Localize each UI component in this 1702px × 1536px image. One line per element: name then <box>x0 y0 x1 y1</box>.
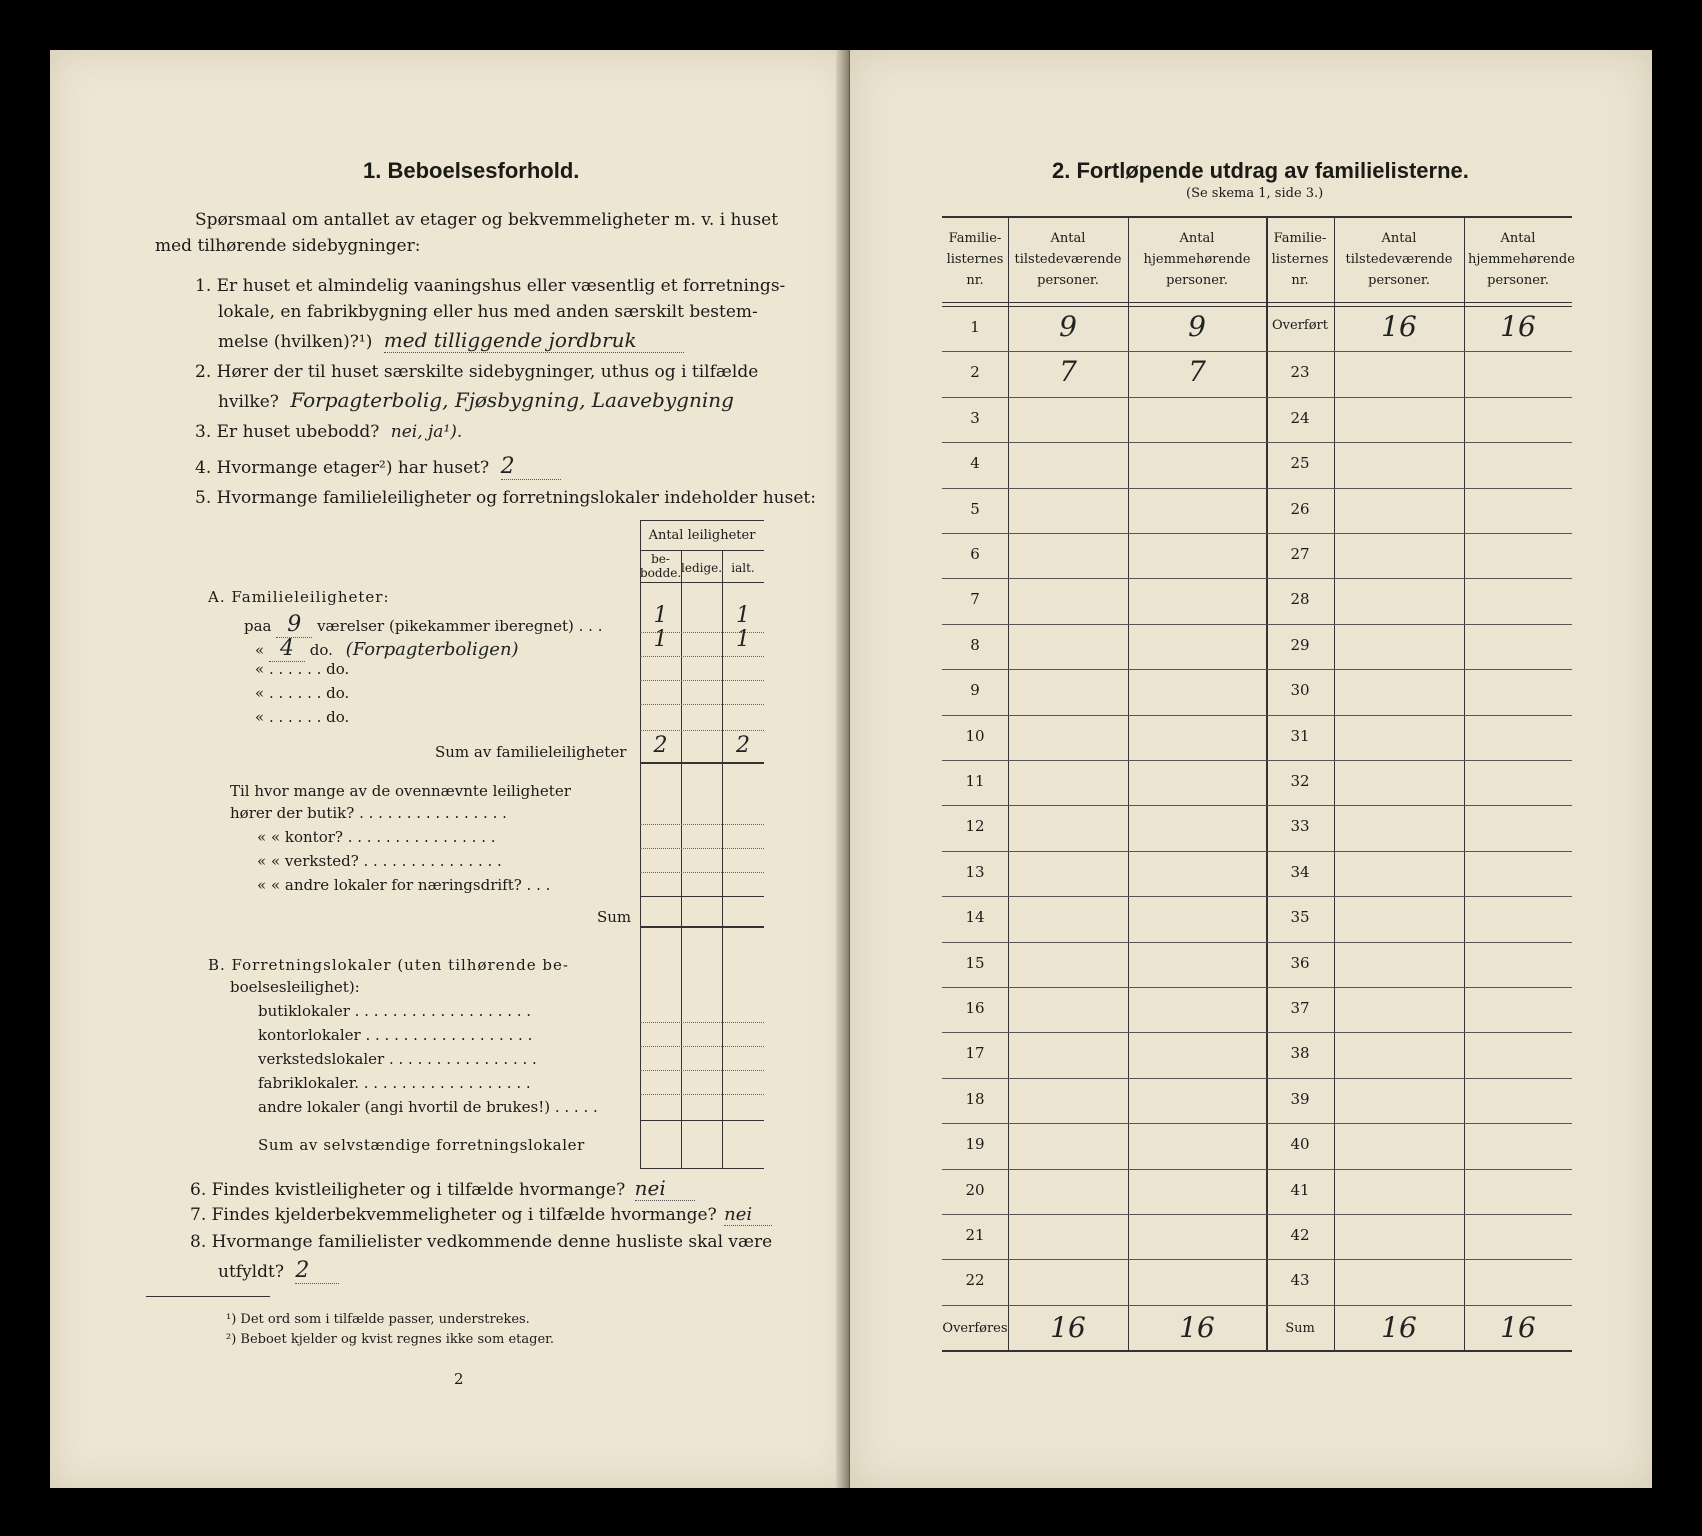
row-a1 <box>244 612 602 638</box>
q2-line-2 <box>218 388 734 412</box>
sum-label: Sum <box>597 908 632 926</box>
row-a5-rule <box>640 730 764 731</box>
left-row-number: 2 <box>970 363 980 382</box>
left-row-number: 4 <box>970 454 980 473</box>
intro-line-1: Spørsmaal om antallet av etager og bekvemmeligheter m. v. i huset <box>195 210 779 230</box>
header-col4: Familie-listernes nr. <box>1271 231 1329 288</box>
left-row-number: 6 <box>970 545 980 563</box>
row-rule <box>942 1259 1572 1260</box>
q5: 5. Hvormange familieleiligheter og forretningslokaler indeholder huset: <box>195 488 816 508</box>
left-row-number: 20 <box>965 1180 985 1199</box>
row-rule <box>942 1214 1572 1215</box>
b-fabriklokaler: fabriklokaler. . . . . . . . . . . . . . . . . . . <box>258 1074 531 1092</box>
row2-tilstede-value: 7 <box>1059 355 1077 389</box>
overfort-tilstede-value: 16 <box>1381 310 1417 343</box>
q7-text: 7. Findes kjelderbekvemmeligheter og i tilfælde hvormange? <box>190 1205 717 1225</box>
left-row-number: 18 <box>965 1089 985 1108</box>
row-a2-note: (Forpagterboligen) <box>345 639 519 660</box>
andre-row: « « andre lokaler for næringsdrift? . . . <box>257 876 551 894</box>
b4-rule <box>640 1094 764 1095</box>
kontor-rule <box>640 848 764 849</box>
b2-rule <box>640 1046 764 1047</box>
footnote-2: ²) Beboet kjelder og kvist regnes ikke som etager. <box>226 1332 555 1347</box>
section-b-line-2: boelsesleilighet): <box>230 978 360 996</box>
right-row-number: 28 <box>1290 590 1310 609</box>
footer-right-tilstede-value: 16 <box>1381 1310 1417 1344</box>
b1-rule <box>640 1022 764 1023</box>
butik-question-1: Til hvor mange av de ovennævnte leiligheter <box>230 782 571 800</box>
b3-rule <box>640 1070 764 1071</box>
right-row-number: 42 <box>1290 1226 1310 1244</box>
col-ialt: ialt. <box>731 561 755 575</box>
row-a2-ialt: 1 <box>736 627 750 652</box>
table-col-line-2 <box>681 550 682 1168</box>
row-a1-text: værelser (pikekammer iberegnet) . . . <box>317 617 603 635</box>
row-rule <box>942 1305 1572 1306</box>
header-col2: Antal tilstedeværende personer. <box>1014 231 1122 288</box>
left-row-number: 17 <box>965 1044 985 1063</box>
left-row-number: 16 <box>965 999 985 1017</box>
table-header-rule <box>942 302 1572 303</box>
row-a5: « . . . . . . do. <box>255 708 350 726</box>
q1-line-3-text: melse (hvilken)?¹) <box>218 332 373 352</box>
row1-hjemme-value: 9 <box>1188 310 1206 343</box>
table-header-rule <box>640 550 764 551</box>
section-b-line-1: B. Forretningslokaler (uten tilhørende be- <box>208 956 569 974</box>
left-row-number: 12 <box>965 817 985 836</box>
header-col5: Antal tilstedeværende personer. <box>1345 231 1453 288</box>
section-1-heading: 1. Beboelsesforhold. <box>363 158 580 183</box>
q4 <box>195 454 561 480</box>
row-a2-rule <box>640 656 764 657</box>
table-bottom-rule <box>942 1350 1572 1352</box>
table-top-rule <box>942 216 1572 218</box>
section-2-heading: 2. Fortløpende utdrag av familielisterne. <box>1052 158 1469 183</box>
b-verkstedslokaler: verkstedslokaler . . . . . . . . . . . . . . . . <box>258 1050 537 1068</box>
row-rule <box>942 488 1572 489</box>
row-rule <box>942 1078 1572 1079</box>
row-rule <box>942 896 1572 897</box>
b5-rule <box>640 1120 764 1121</box>
q6 <box>190 1176 695 1201</box>
row-rule <box>942 1032 1572 1033</box>
row-a1-bebodde: 1 <box>653 603 668 628</box>
row-rule <box>942 624 1572 625</box>
table-header: Antal leiligheter <box>648 528 756 543</box>
right-row-number: 29 <box>1290 635 1310 654</box>
right-row-number: 35 <box>1290 908 1310 927</box>
q4-text: 4. Hvormange etager²) har huset? <box>195 458 490 478</box>
row-a4-rule <box>640 704 764 705</box>
q3-text: 3. Er huset ubebodd? <box>195 422 380 442</box>
right-row-number: 34 <box>1290 862 1310 881</box>
right-row-number: 26 <box>1290 499 1310 518</box>
right-row-number: 36 <box>1290 953 1310 972</box>
q4-answer: 2 <box>501 454 561 480</box>
sum-a-bebodde: 2 <box>653 733 668 758</box>
table-col-line-5 <box>1464 216 1465 1350</box>
andre-rule <box>640 896 764 897</box>
row1-tilstede-value: 9 <box>1059 310 1077 343</box>
sum-b-label: Sum av selvstændige forretningslokaler <box>258 1136 585 1154</box>
q8-text: utfyldt? <box>218 1262 284 1282</box>
sum-a-label: Sum av familieleiligheter <box>435 743 627 761</box>
row-a2-num: 4 <box>269 636 305 662</box>
left-row-number: 22 <box>965 1271 985 1290</box>
q1-line-1: 1. Er huset et almindelig vaaningshus eller væsentlig et forretnings- <box>195 276 786 296</box>
row-a2 <box>255 636 519 662</box>
footer-right-hjemme-value: 16 <box>1500 1310 1536 1344</box>
butik-rule <box>640 824 764 825</box>
row-rule <box>942 442 1572 443</box>
q1-line-3 <box>218 328 684 353</box>
right-row-number: 39 <box>1290 1089 1310 1108</box>
q8-answer: 2 <box>295 1258 339 1284</box>
right-row-number: 37 <box>1290 999 1310 1017</box>
verksted-row: « « verksted? . . . . . . . . . . . . . . . <box>257 852 502 870</box>
q3 <box>195 422 462 442</box>
row-rule <box>942 987 1572 988</box>
right-row-number: 32 <box>1290 772 1310 790</box>
b-andre-lokaler: andre lokaler (angi hvortil de brukes!) . . . . . <box>258 1098 598 1116</box>
table-col-line-4 <box>1334 216 1335 1350</box>
row-a3-rule <box>640 680 764 681</box>
row-a4: « . . . . . . do. <box>255 684 350 702</box>
footnote-rule <box>146 1296 270 1297</box>
left-row-number: 1 <box>970 318 980 336</box>
right-row-number: 41 <box>1290 1180 1310 1199</box>
right-page <box>850 50 1652 1488</box>
footer-left-hjemme-value: 16 <box>1179 1310 1215 1344</box>
q8-line-1: 8. Hvormange familielister vedkommende denne husliste skal være <box>190 1232 773 1252</box>
header-col3: Antal hjemmehørende personer. <box>1143 231 1251 288</box>
right-row-number: 31 <box>1290 726 1310 745</box>
left-row-number: 14 <box>965 908 985 927</box>
right-row-number: 38 <box>1290 1044 1310 1063</box>
footer-left-tilstede-value: 16 <box>1050 1310 1086 1344</box>
right-row-number: 25 <box>1290 454 1310 473</box>
b-butiklokaler: butiklokaler . . . . . . . . . . . . . . . . . . . <box>258 1002 532 1020</box>
col-ledige: ledige. <box>681 561 723 575</box>
right-row-number: 23 <box>1290 363 1310 382</box>
verksted-rule <box>640 872 764 873</box>
q2-line-2-text: hvilke? <box>218 392 279 412</box>
q2-line-1: 2. Hører der til huset særskilte sidebygninger, uthus og i tilfælde <box>195 362 759 382</box>
q1-answer: med tilliggende jordbruk <box>384 328 684 353</box>
sum-b-rule <box>640 1168 764 1169</box>
b-kontorlokaler: kontorlokaler . . . . . . . . . . . . . . . . . . <box>258 1026 533 1044</box>
q7-answer: nei <box>724 1204 772 1226</box>
left-row-number: 13 <box>965 862 985 881</box>
header-col6: Antal hjemmehørende personer. <box>1468 231 1575 288</box>
left-row-number: 3 <box>970 408 980 427</box>
row-a1-pre: paa <box>244 617 272 635</box>
row-a2-text: do. <box>309 641 333 659</box>
q2-answer: Forpagterbolig, Fjøsbygning, Laavebygning <box>290 388 734 412</box>
row-a1-num: 9 <box>276 612 312 638</box>
q6-text: 6. Findes kvistleiligheter og i tilfælde hvormange? <box>190 1180 626 1200</box>
footer-overfores-label: Overføres <box>942 1320 1008 1336</box>
overfort-hjemme-value: 16 <box>1500 310 1536 343</box>
table-subheader-rule <box>640 582 764 583</box>
footnote-1: ¹) Det ord som i tilfælde passer, understrekes. <box>226 1312 530 1327</box>
right-row-number: 27 <box>1290 545 1310 563</box>
row-rule <box>942 1169 1572 1170</box>
row-rule <box>942 1123 1572 1124</box>
left-row-number: 9 <box>970 681 980 700</box>
left-row-number: 21 <box>965 1226 985 1244</box>
left-row-number: 8 <box>970 635 980 654</box>
row-a3: « . . . . . . do. <box>255 660 350 678</box>
left-row-number: 19 <box>965 1135 985 1154</box>
right-row-number: 33 <box>1290 817 1310 836</box>
row-rule <box>942 851 1572 852</box>
col-bebodde: be-bodde. <box>640 552 682 580</box>
left-row-number: 11 <box>965 772 985 790</box>
footer-sum-label: Sum <box>1285 1320 1315 1336</box>
header-col1: Familie-listernes nr. <box>946 231 1004 288</box>
left-page <box>50 50 850 1488</box>
table-header-rule-2 <box>942 306 1572 307</box>
sum-rule <box>640 926 764 928</box>
right-row-number: 40 <box>1290 1135 1310 1154</box>
q3-options: nei, ja¹). <box>390 422 463 442</box>
row-rule <box>942 760 1572 761</box>
q7 <box>190 1204 772 1226</box>
section-2-subheading: (Se skema 1, side 3.) <box>1186 186 1324 201</box>
right-row-number: Overført <box>1272 318 1328 333</box>
intro-line-2: med tilhørende sidebygninger: <box>155 236 421 256</box>
q1-line-2: lokale, en fabrikbygning eller hus med anden særskilt bestem- <box>218 302 758 322</box>
page-number: 2 <box>454 1370 464 1388</box>
sum-a-rule <box>640 762 764 764</box>
row-rule <box>942 805 1572 806</box>
row-rule <box>942 533 1572 534</box>
row-rule <box>942 942 1572 943</box>
section-a-label: A. Familieleiligheter: <box>208 588 390 606</box>
right-row-number: 43 <box>1290 1271 1310 1290</box>
q6-answer: nei <box>635 1176 695 1201</box>
row-rule <box>942 715 1572 716</box>
left-row-number: 15 <box>965 953 985 972</box>
row-a2-pre: « <box>255 641 265 659</box>
q8-line-2 <box>218 1258 339 1284</box>
row-rule <box>942 669 1572 670</box>
left-row-number: 7 <box>970 590 980 609</box>
row2-hjemme-value: 7 <box>1188 355 1206 389</box>
table-top-rule <box>640 520 764 521</box>
kontor-row: « « kontor? . . . . . . . . . . . . . . . . <box>257 828 496 846</box>
right-row-number: 30 <box>1290 681 1310 700</box>
sum-a-ialt: 2 <box>736 733 750 758</box>
left-row-number: 5 <box>970 499 980 518</box>
row-rule <box>942 397 1572 398</box>
right-row-number: 24 <box>1290 408 1310 427</box>
left-row-number: 10 <box>965 726 985 745</box>
butik-question-2: hører der butik? . . . . . . . . . . . . . . . . <box>230 804 507 822</box>
row-rule <box>942 351 1572 352</box>
row-a1-ialt: 1 <box>736 603 750 628</box>
row-rule <box>942 578 1572 579</box>
row-a2-bebodde: 1 <box>653 627 668 652</box>
